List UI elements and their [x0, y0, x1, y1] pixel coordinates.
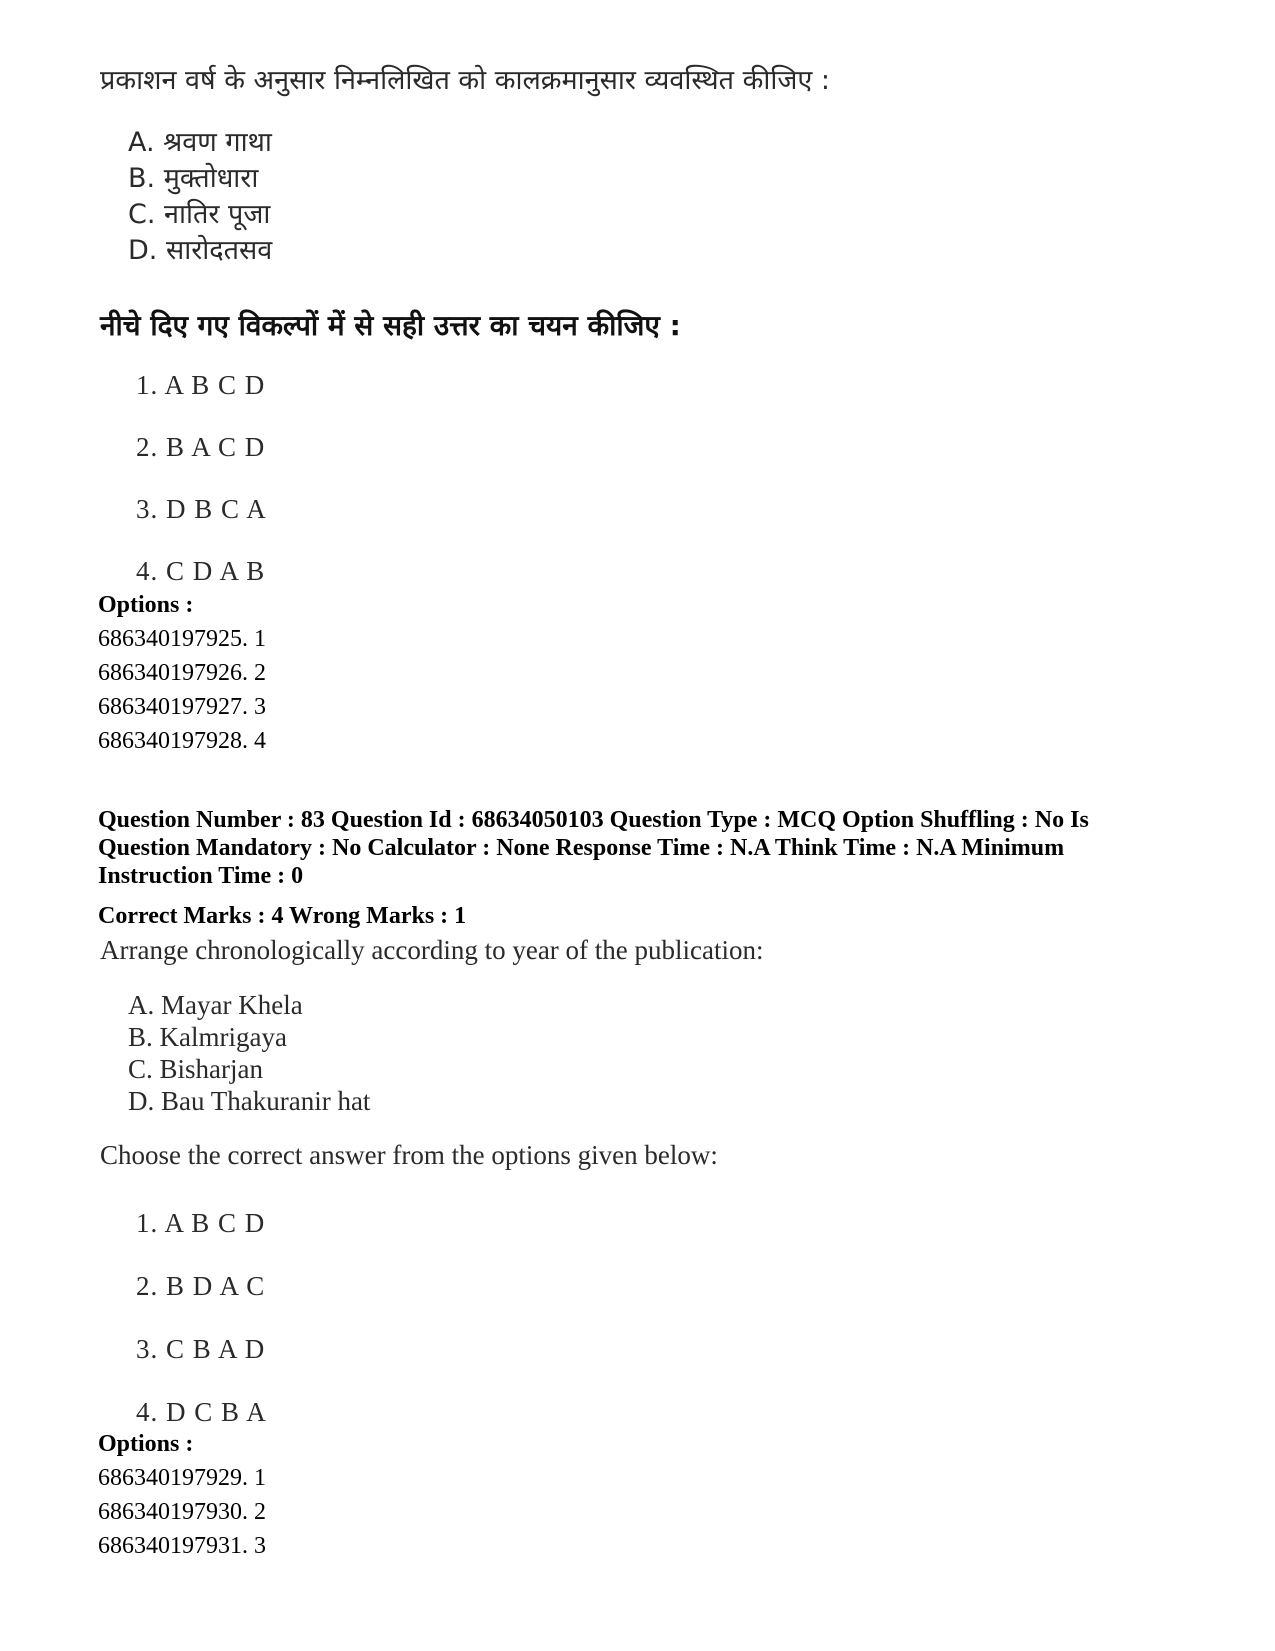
question-83-options-label: Options :: [98, 1431, 194, 1457]
question-83-choice-3: 3. C B A D: [136, 1334, 266, 1364]
question-83-option-1: 686340197929. 1: [98, 1465, 266, 1491]
question-82-options-label: Options :: [98, 592, 194, 618]
question-82-option-2: 686340197926. 2: [98, 660, 266, 686]
question-82-item-a: A. श्रवण गाथा: [128, 127, 272, 158]
question-82-item-b: B. मुक्तोधारा: [128, 163, 259, 194]
question-83-stem: Arrange chronologically according to year of the publication:: [100, 935, 764, 965]
question-82-choice-1: 1. A B C D: [136, 370, 266, 400]
question-82-choice-2: 2. B A C D: [136, 432, 266, 462]
question-83-meta: Question Number : 83 Question Id : 68634050103 Question Type : MCQ Option Shuffling : No Is Question Mandatory : No Calculator : None Response Time : N.A Think Time : N.A Minimum Instruction Time : 0: [98, 807, 1089, 889]
question-83-marks: Correct Marks : 4 Wrong Marks : 1: [98, 903, 467, 929]
question-83-choice-4: 4. D C B A: [136, 1397, 267, 1427]
question-83-item-d: D. Bau Thakuranir hat: [128, 1086, 371, 1116]
question-82-option-3: 686340197927. 3: [98, 694, 266, 720]
question-83-item-a: A. Mayar Khela: [128, 990, 303, 1020]
question-83-choice-1: 1. A B C D: [136, 1208, 266, 1238]
question-82-item-d: D. सारोदतसव: [128, 235, 273, 266]
question-82-option-1: 686340197925. 1: [98, 626, 266, 652]
question-83-instruction: Choose the correct answer from the options given below:: [100, 1140, 718, 1170]
question-83-item-c: C. Bisharjan: [128, 1054, 263, 1084]
question-82-choice-3: 3. D B C A: [136, 494, 267, 524]
question-82-item-c: C. नातिर पूजा: [128, 199, 271, 230]
question-83-choice-2: 2. B D A C: [136, 1271, 266, 1301]
question-82-stem: प्रकाशन वर्ष के अनुसार निम्नलिखित को कालक्रमानुसार व्यवस्थित कीजिए :: [100, 65, 830, 96]
question-82-option-4: 686340197928. 4: [98, 728, 266, 754]
question-83-option-3: 686340197931. 3: [98, 1533, 266, 1559]
question-83-item-b: B. Kalmrigaya: [128, 1022, 287, 1052]
question-82-instruction: नीचे दिए गए विकल्पों में से सही उत्तर का चयन कीजिए :: [100, 309, 681, 342]
question-83-option-2: 686340197930. 2: [98, 1499, 266, 1525]
question-82-choice-4: 4. C D A B: [136, 556, 266, 586]
